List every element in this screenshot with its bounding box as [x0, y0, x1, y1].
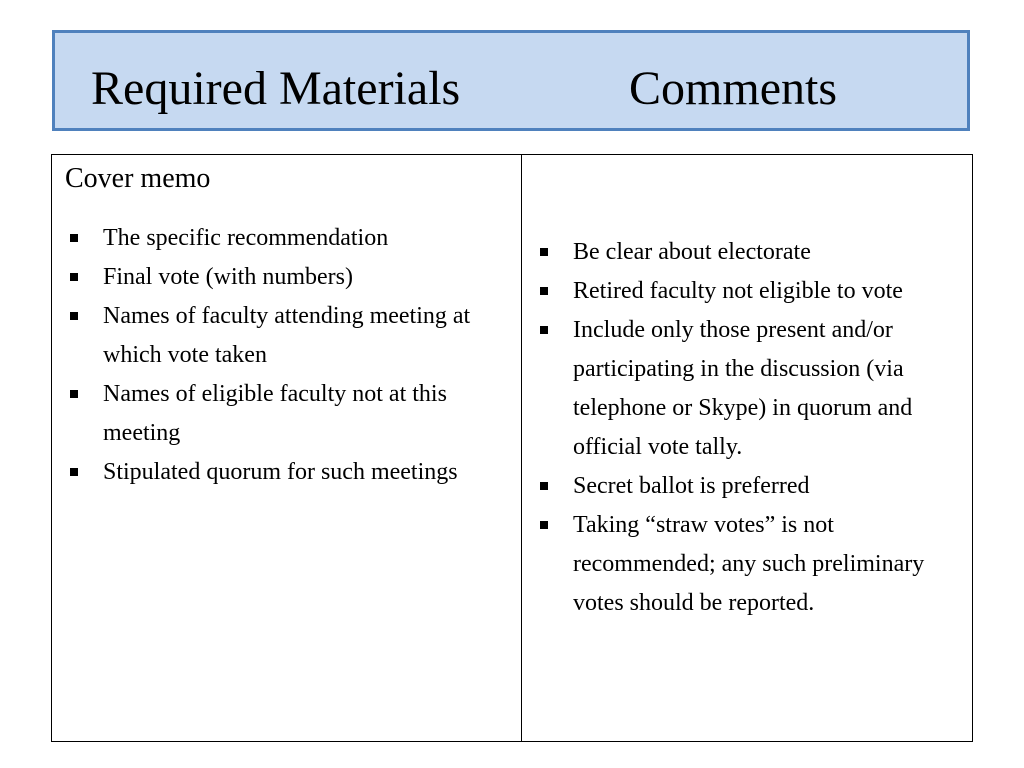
comments-cell [535, 233, 967, 623]
list-item-text: Include only those present and/or participating in the discussion (via telephone or Skype) in quorum and official vote tally. [573, 317, 913, 460]
list-item-text: Secret ballot is preferred [573, 473, 810, 499]
list-item-text: The specific recommendation [103, 225, 389, 251]
list-item [65, 453, 505, 492]
list-item [65, 219, 505, 258]
list-item [535, 272, 967, 311]
square-bullet-icon [70, 312, 78, 320]
content-table [51, 154, 973, 742]
square-bullet-icon [540, 287, 548, 295]
list-item [535, 506, 967, 623]
list-item [65, 375, 505, 453]
list-item [65, 297, 505, 375]
list-item [535, 467, 967, 506]
list-item-text: Retired faculty not eligible to vote [573, 278, 903, 304]
comments-list [535, 233, 967, 623]
list-item-text: Stipulated quorum for such meetings [103, 459, 458, 485]
list-item [65, 258, 505, 297]
list-item-text: Final vote (with numbers) [103, 264, 353, 290]
header-bar [52, 30, 970, 131]
required-materials-cell [65, 161, 505, 492]
header-title-required-materials: Required Materials [91, 62, 461, 115]
square-bullet-icon [70, 234, 78, 242]
square-bullet-icon [70, 468, 78, 476]
list-item-text: Taking “straw votes” is not recommended; any such preliminary votes should be reported. [573, 512, 925, 616]
square-bullet-icon [70, 390, 78, 398]
square-bullet-icon [540, 482, 548, 490]
list-item-text: Names of faculty attending meeting at which vote taken [103, 303, 471, 368]
list-item [535, 311, 967, 467]
square-bullet-icon [540, 248, 548, 256]
square-bullet-icon [540, 326, 548, 334]
header-title-comments: Comments [629, 62, 838, 115]
list-item-text: Names of eligible faculty not at this meeting [103, 381, 447, 446]
required-materials-list [65, 219, 505, 492]
column-divider [521, 155, 522, 741]
list-item [535, 233, 967, 272]
square-bullet-icon [540, 521, 548, 529]
square-bullet-icon [70, 273, 78, 281]
list-item-text: Be clear about electorate [573, 239, 811, 265]
cover-memo-heading: Cover memo [65, 163, 211, 194]
